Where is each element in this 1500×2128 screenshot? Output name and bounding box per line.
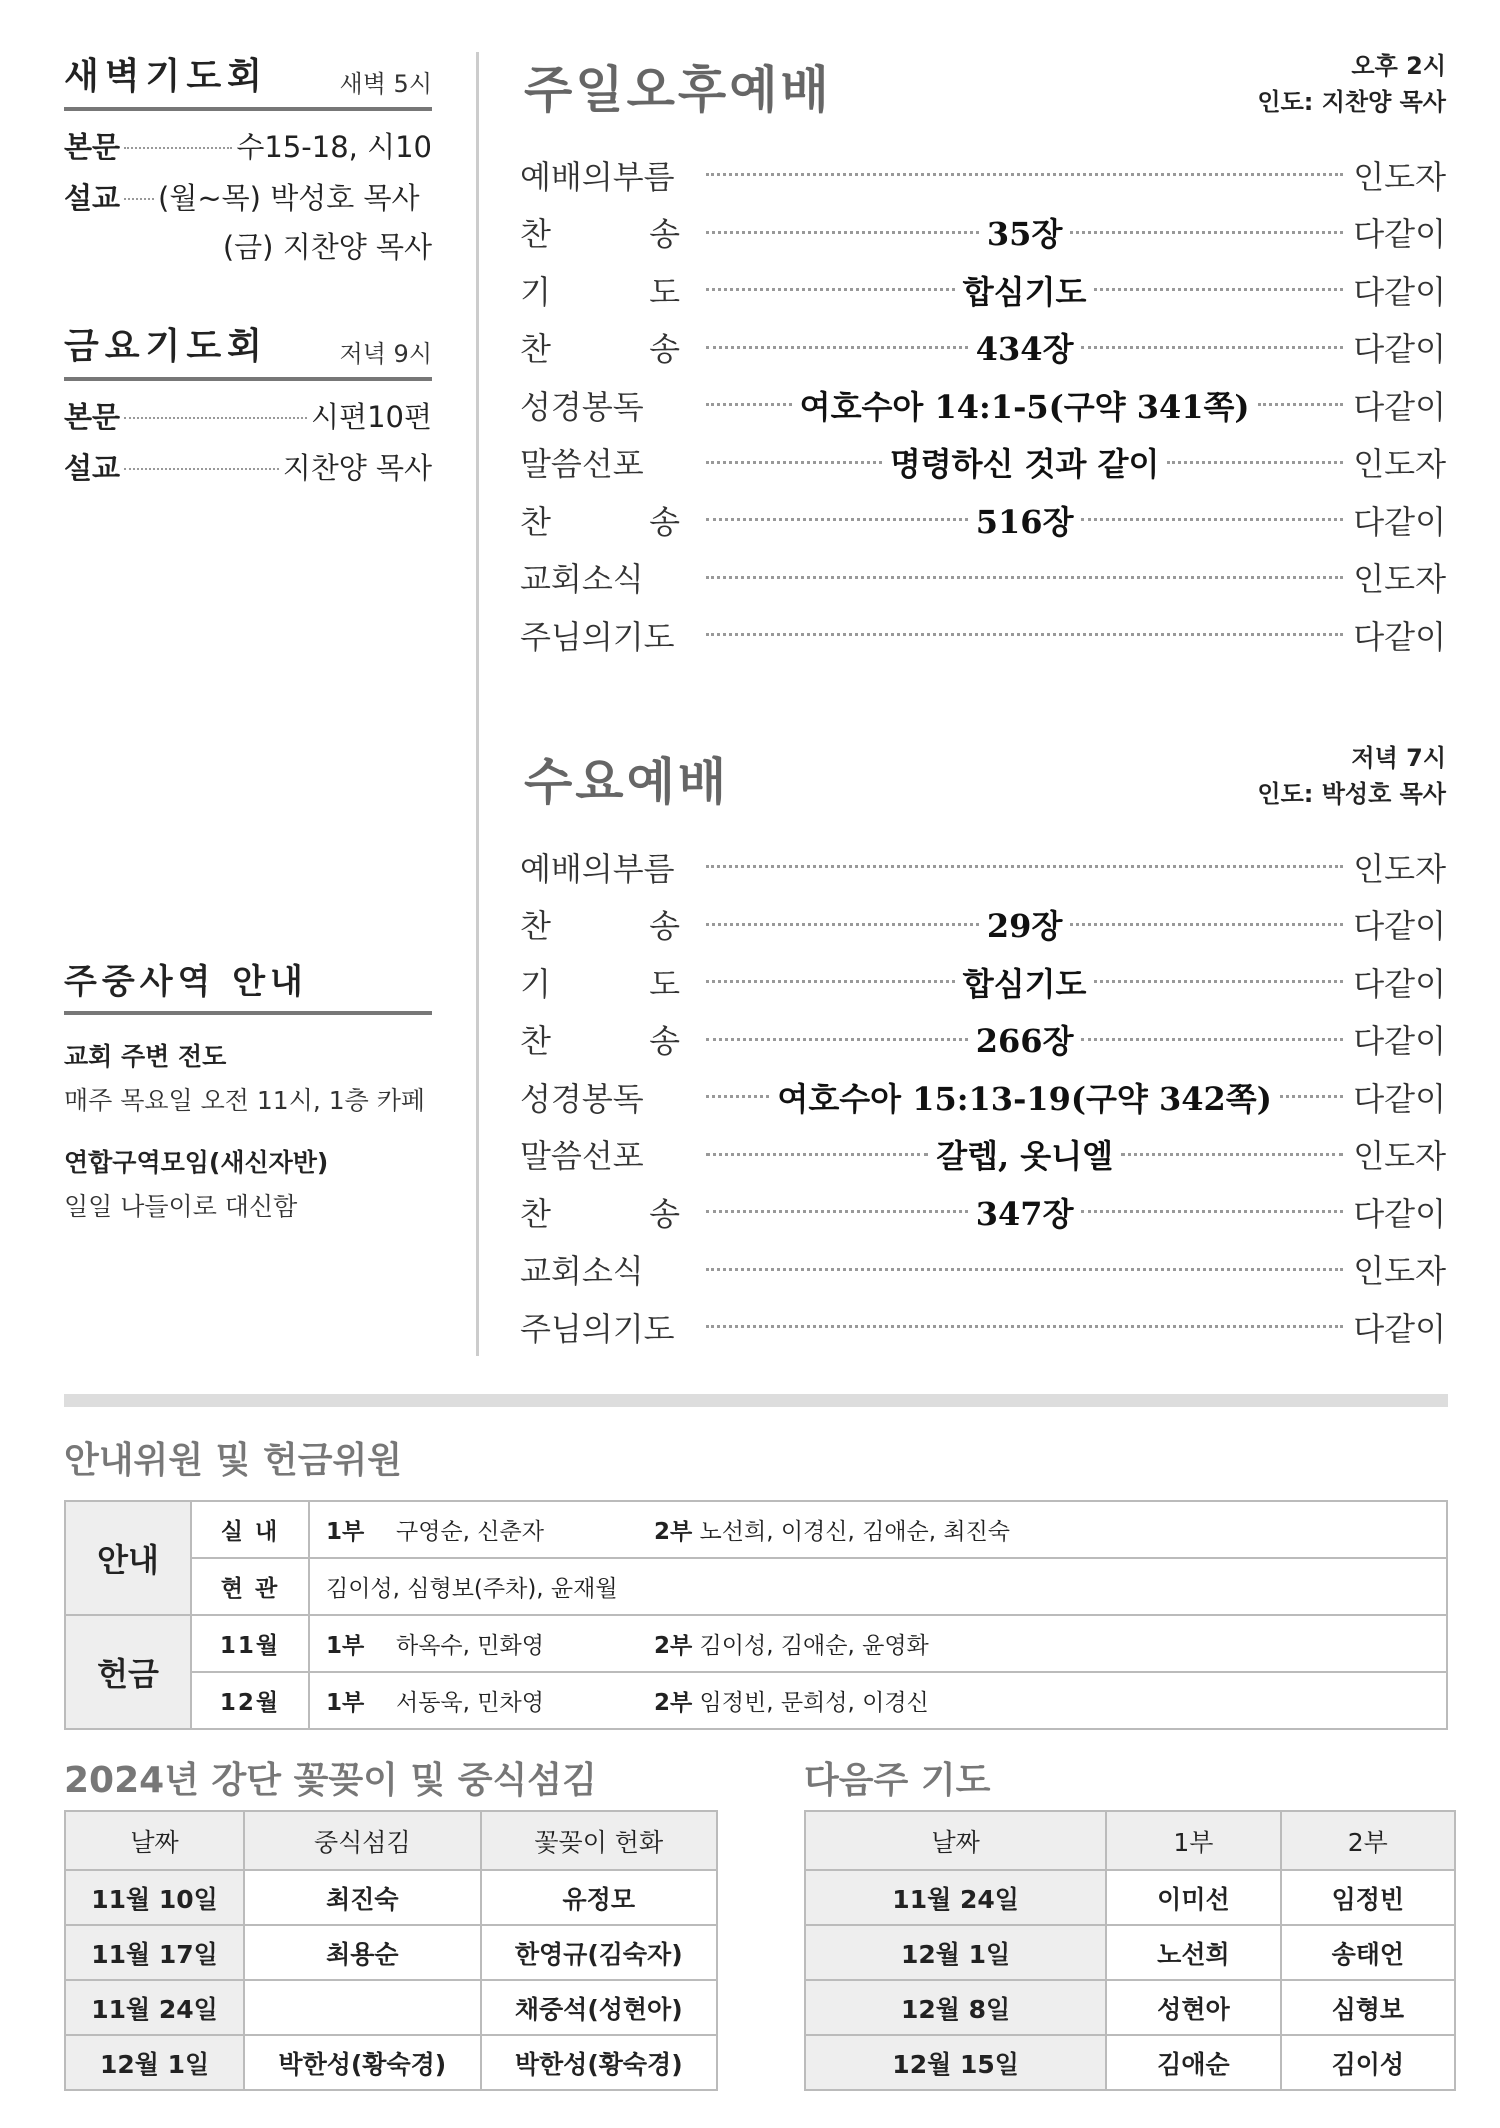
order-row [520,204,1446,262]
friday-scripture-value: 시편10편 [311,400,432,434]
indoor-part2-names: 노선희, 이경신, 김애순, 최진숙 [699,1519,1011,1545]
leader-dots [706,980,955,983]
table-row [805,1925,1455,1980]
order-row [520,261,1446,319]
november-names [309,1615,1447,1672]
part2-label: 2부 [654,1633,693,1659]
order-row [520,896,1446,954]
leader-dots [1094,288,1343,291]
column-header: 꽃꽂이 헌화 [481,1811,717,1870]
order-item-label: 기 도 [520,964,680,1003]
order-row [520,376,1446,434]
name-cell: 채중석(성현아) [481,1980,717,2035]
table-row [65,1558,1447,1615]
ministry-title: 주중사역 안내 [64,962,308,1002]
leader-dots [1280,1095,1343,1098]
order-item-middle [706,209,1343,255]
date-cell: 11월 10일 [65,1870,244,1925]
dawn-prayer-time: 새벽 5시 [339,70,432,98]
date-cell: 12월 8일 [805,1980,1106,2035]
ministry-header [64,954,432,1015]
column-header: 중식섬김 [244,1811,480,1870]
entrance-label: 현 관 [191,1558,309,1615]
name-cell [244,1980,480,2035]
december-part2-names: 임정빈, 문희성, 이경신 [699,1690,929,1716]
part1-label: 1부 [326,1633,365,1659]
order-item-value: 266장 [975,1022,1074,1061]
ministry-item-desc: 일일 나들이로 대신함 [64,1192,298,1221]
name-cell: 심형보 [1281,1980,1455,2035]
ushers-table [64,1500,1448,1730]
leader-dots [1094,980,1343,983]
order-item-label: 찬 송 [520,502,680,541]
column-divider [476,52,479,1356]
order-row [520,838,1446,896]
order-item-middle [706,267,1343,313]
name-cell: 김이성 [1281,2035,1455,2090]
order-item-middle [706,865,1343,868]
date-cell: 12월 15일 [805,2035,1106,2090]
indoor-part1-names: 구영순, 신춘자 [396,1519,544,1545]
order-row [520,1241,1446,1299]
name-cell: 김애순 [1106,2035,1280,2090]
ministry-item-title: 연합구역모임(새신자반) [64,1148,329,1177]
order-item-value: 35장 [986,215,1063,254]
guide-group-label: 안내 [65,1501,191,1615]
order-row [520,434,1446,492]
leader-dots [706,1268,1343,1271]
sunday-afternoon-service [520,46,1446,664]
friday-scripture-row [64,395,432,436]
order-row [520,1011,1446,1069]
name-cell: 유정모 [481,1870,717,1925]
order-item-label: 예배의부름 [520,849,675,888]
order-item-value: 갈렙, 옷니엘 [936,1137,1114,1176]
friday-prayer-time: 저녁 9시 [339,340,432,368]
order-item-performer: 인도자 [1353,1137,1446,1176]
table-row [805,1870,1455,1925]
leader-dots [706,288,955,291]
order-item-performer: 인도자 [1353,560,1446,599]
name-cell: 임정빈 [1281,1870,1455,1925]
order-row [520,953,1446,1011]
ushers-title: 안내위원 및 헌금위원 [64,1440,403,1481]
leader-dots [706,1095,769,1098]
order-row [520,1126,1446,1184]
leader-dots [706,403,792,406]
order-item-label: 주님의기도 [520,1309,675,1348]
order-item-label: 교회소식 [520,1252,644,1291]
table-row [65,1672,1447,1729]
table-row [65,1980,717,2035]
part2-label: 2부 [654,1690,693,1716]
november-part2-names: 김이성, 김애순, 윤영화 [699,1633,929,1659]
order-item-value: 516장 [975,502,1074,541]
dawn-prayer-title: 새벽기도회 [64,56,268,97]
leader-dots [706,633,1343,636]
sunday-service-meta [1257,48,1446,120]
order-item-value: 합심기도 [962,272,1087,311]
leader-dots [706,1038,968,1041]
indoor-names [309,1501,1447,1558]
column-header: 날짜 [805,1811,1106,1870]
leader-dots [706,346,968,349]
order-row [520,549,1446,607]
part1-label: 1부 [326,1519,365,1545]
name-cell: 노선희 [1106,1925,1280,1980]
part1-label: 1부 [326,1690,365,1716]
wednesday-service [520,738,1446,1356]
order-item-label: 교회소식 [520,560,644,599]
order-item-label: 기 도 [520,272,680,311]
leader-dots [706,461,882,464]
order-item-performer: 다같이 [1353,387,1446,426]
order-item-value: 29장 [986,907,1063,946]
order-item-performer: 다같이 [1353,617,1446,656]
wednesday-service-meta [1257,740,1446,812]
date-cell: 12월 1일 [805,1925,1106,1980]
dawn-sermon-label: 설교 [64,181,121,215]
wednesday-service-header [520,738,1446,838]
order-row [520,146,1446,204]
order-item-middle [706,959,1343,1005]
name-cell: 이미선 [1106,1870,1280,1925]
leader-dots [1121,1153,1343,1156]
dawn-sermon-row [64,176,432,217]
leader-dots [706,1153,928,1156]
friday-prayer-title: 금요기도회 [64,326,268,367]
friday-prayer-header [64,318,432,381]
wednesday-service-title: 수요예배 [524,753,730,811]
name-cell: 박한성(황숙경) [244,2035,480,2090]
order-item-label: 찬 송 [520,907,680,946]
friday-prayer-section [64,318,432,487]
order-item-middle [706,173,1343,176]
prayer-title: 다음주 기도 [804,1760,991,1801]
order-item-middle [706,497,1343,543]
table-row [805,2035,1455,2090]
leader-dots [1258,403,1344,406]
date-cell: 11월 17일 [65,1925,244,1980]
order-item-value: 여호수아 15:13-19(구약 342쪽) [777,1079,1272,1118]
dawn-sermon-value-2: (금) 지찬양 목사 [222,230,432,264]
order-item-performer: 다같이 [1353,1309,1446,1348]
leader-dots [1081,1210,1343,1213]
date-cell: 11월 24일 [805,1870,1106,1925]
order-item-performer: 다같이 [1353,330,1446,369]
friday-sermon-row [64,446,432,487]
table-row [65,2035,717,2090]
order-item-label: 예배의부름 [520,157,675,196]
ministry-item-desc: 매주 목요일 오전 11시, 1층 카페 [64,1086,426,1115]
left-column [64,48,432,539]
offering-group-label: 헌금 [65,1615,191,1729]
december-label: 12월 [191,1672,309,1729]
order-item-performer: 다같이 [1353,1194,1446,1233]
dawn-prayer-section [64,48,432,266]
wednesday-service-leader: 인도: 박성호 목사 [1257,780,1446,808]
name-cell: 성현아 [1106,1980,1280,2035]
friday-scripture-label: 본문 [64,400,121,434]
order-item-performer: 다같이 [1353,964,1446,1003]
table-row [65,1925,717,1980]
order-item-performer: 다같이 [1353,272,1446,311]
order-item-middle [706,324,1343,370]
order-item-performer: 인도자 [1353,445,1446,484]
order-item-middle [706,1268,1343,1271]
weekday-ministry-section [64,954,432,1223]
order-item-performer: 다같이 [1353,1022,1446,1061]
leader-dots [706,173,1343,176]
wednesday-service-time: 저녁 7시 [1351,744,1446,772]
order-item-performer: 다같이 [1353,1079,1446,1118]
order-item-value: 여호수아 14:1-5(구약 341쪽) [799,387,1250,426]
order-row [520,606,1446,664]
friday-sermon-value: 지찬양 목사 [282,451,432,485]
leader-dots [1070,923,1343,926]
order-item-label: 찬 송 [520,215,680,254]
flowers-table [64,1810,718,2091]
leader-dots [124,468,279,470]
leader-dots [706,231,979,234]
order-item-label: 찬 송 [520,1022,680,1061]
part2-label: 2부 [654,1519,693,1545]
date-cell: 11월 24일 [65,1980,244,2035]
leader-dots [124,198,154,200]
order-item-performer: 인도자 [1353,849,1446,888]
sunday-service-leader: 인도: 지찬양 목사 [1257,88,1446,116]
order-item-performer: 다같이 [1353,502,1446,541]
wednesday-order-list [520,838,1446,1356]
leader-dots [706,923,979,926]
order-row [520,319,1446,377]
table-row [805,1980,1455,2035]
order-row [520,1183,1446,1241]
order-item-value: 347장 [975,1194,1074,1233]
entrance-names: 김이성, 심형보(주차), 윤재월 [309,1558,1447,1615]
leader-dots [124,147,232,149]
column-header: 2부 [1281,1811,1455,1870]
leader-dots [1167,461,1343,464]
order-item-label: 말씀선포 [520,1137,644,1176]
name-cell: 한영규(김숙자) [481,1925,717,1980]
order-item-middle [706,439,1343,485]
sunday-service-header [520,46,1446,146]
table-row [65,1870,717,1925]
leader-dots [1081,518,1343,521]
order-item-label: 성경봉독 [520,1079,644,1118]
name-cell: 송태언 [1281,1925,1455,1980]
prayer-table [804,1810,1456,2091]
order-item-middle [706,576,1343,579]
sunday-order-list [520,146,1446,664]
dawn-sermon-value-1: (월~목) 박성호 목사 [158,181,420,215]
leader-dots [1070,231,1343,234]
order-item-middle [706,1074,1343,1120]
ministry-item-title: 교회 주변 전도 [64,1042,227,1071]
name-cell: 박한성(황숙경) [481,2035,717,2090]
dawn-prayer-header [64,48,432,111]
dawn-scripture-value: 수15-18, 시10 [236,130,432,164]
order-item-performer: 다같이 [1353,907,1446,946]
sunday-service-time: 오후 2시 [1351,52,1446,80]
column-header: 날짜 [65,1811,244,1870]
order-item-value: 명령하신 것과 같이 [889,445,1160,484]
table-row [65,1501,1447,1558]
table-row [65,1615,1447,1672]
order-item-middle [706,1131,1343,1177]
order-item-performer: 다같이 [1353,215,1446,254]
order-row [520,1298,1446,1356]
order-item-middle [706,633,1343,636]
order-item-label: 찬 송 [520,330,680,369]
dawn-scripture-row [64,125,432,166]
name-cell: 최용순 [244,1925,480,1980]
order-item-label: 찬 송 [520,1194,680,1233]
order-item-value: 434장 [975,330,1074,369]
order-row [520,491,1446,549]
order-item-middle [706,382,1343,428]
table-header-row [65,1811,717,1870]
leader-dots [706,865,1343,868]
order-row [520,1068,1446,1126]
november-part1-names: 하옥수, 민화영 [396,1633,544,1659]
december-names [309,1672,1447,1729]
order-item-middle [706,901,1343,947]
december-part1-names: 서동욱, 민차영 [396,1690,544,1716]
order-item-middle [706,1325,1343,1328]
date-cell: 12월 1일 [65,2035,244,2090]
leader-dots [1081,346,1343,349]
section-divider-bar [64,1394,1448,1407]
november-label: 11월 [191,1615,309,1672]
leader-dots [124,417,307,419]
friday-sermon-label: 설교 [64,451,121,485]
sunday-service-title: 주일오후예배 [524,61,832,119]
name-cell: 최진숙 [244,1870,480,1925]
leader-dots [706,518,968,521]
dawn-scripture-label: 본문 [64,130,121,164]
table-header-row [805,1811,1455,1870]
order-item-label: 말씀선포 [520,445,644,484]
order-item-middle [706,1016,1343,1062]
order-item-performer: 인도자 [1353,1252,1446,1291]
order-item-middle [706,1189,1343,1235]
leader-dots [706,576,1343,579]
flowers-title: 2024년 강단 꽃꽂이 및 중식섬김 [64,1760,597,1801]
order-item-value: 합심기도 [962,964,1087,1003]
leader-dots [1081,1038,1343,1041]
indoor-label: 실 내 [191,1501,309,1558]
order-item-performer: 인도자 [1353,157,1446,196]
order-item-label: 주님의기도 [520,617,675,656]
column-header: 1부 [1106,1811,1280,1870]
order-item-label: 성경봉독 [520,387,644,426]
leader-dots [706,1210,968,1213]
leader-dots [706,1325,1343,1328]
